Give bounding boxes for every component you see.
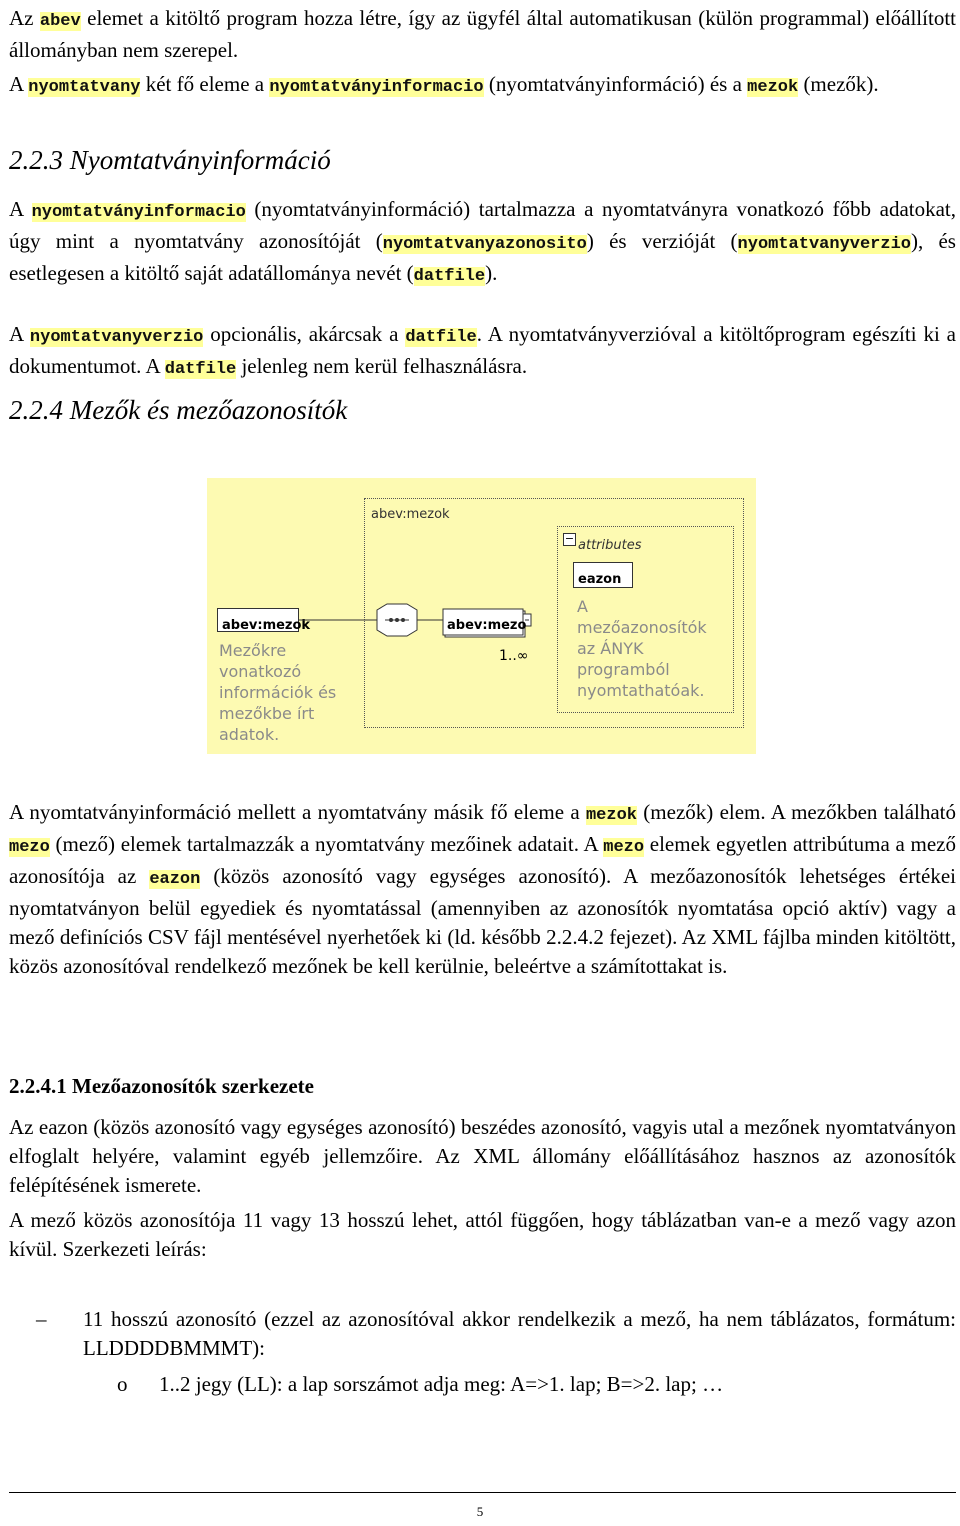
text: opcionális, akárcsak a bbox=[203, 322, 406, 346]
paragraph-eazon: Az eazon (közös azonosító vagy egységes azonosító) beszédes azonosító, vagyis utal a mezőnek nyomtatványon elfoglalt helyére, valamint egyéb jellemzőire. Az XML állomány előállításához hasznos az azonosítók felépítésének ismerete. bbox=[9, 1115, 956, 1197]
text: A bbox=[9, 197, 32, 221]
collapse-icon: − bbox=[564, 532, 575, 545]
sub-list-item-ll: 1..2 jegy (LL): a lap sorszámot adja meg: A=>1. lap; B=>2. lap; … bbox=[159, 1372, 724, 1396]
code-nyomtatvanyverzio: nyomtatvanyverzio bbox=[737, 235, 911, 254]
code-mezok: mezok bbox=[585, 806, 637, 825]
attributes-label: attributes bbox=[578, 538, 642, 553]
text: elemek egyetlen attribútuma a mező azonosítója az bbox=[9, 832, 956, 888]
list-bullet-marker: o bbox=[117, 1372, 128, 1396]
text: jelenleg nem kerül felhasználásra. bbox=[236, 354, 528, 378]
schema-diagram bbox=[207, 478, 756, 754]
mezo-element-node: abev:mezo bbox=[447, 618, 527, 633]
paragraph-szerkezet: A mező közös azonosítója 11 vagy 13 hosszú lehet, attól függően, hogy táblázatban van-e a mező vagy azon kívül. Szerkezeti leírás: bbox=[9, 1208, 956, 1261]
code-datfile: datfile bbox=[413, 267, 486, 286]
list-item-11-hosszu: 11 hosszú azonosító (ezzel az azonosítóval akkor rendelkezik a mező, ha nem táblázatos, formátum: LLDDDDBMMMT): bbox=[83, 1307, 956, 1360]
text: (mezők) elem. A mezőkben található bbox=[636, 800, 957, 824]
code-abev: abev bbox=[39, 12, 81, 31]
paragraph-abev bbox=[9, 4, 956, 65]
multiplicity-label: 1..∞ bbox=[499, 648, 529, 664]
code-datfile: datfile bbox=[164, 360, 237, 379]
paragraph-nyomtatvany bbox=[9, 70, 956, 102]
text: Az bbox=[9, 6, 40, 30]
page-number: 5 bbox=[476, 1504, 484, 1519]
diagram-outer-title: abev:mezok bbox=[371, 507, 450, 522]
text: elemet a kitöltő program hozza létre, így az ügyfél által automatikusan (külön programmal) előállított állományban nem szerepel. bbox=[9, 6, 956, 62]
text: (mezők). bbox=[798, 72, 879, 96]
text: két fő eleme a bbox=[140, 72, 270, 96]
code-datfile: datfile bbox=[405, 328, 477, 347]
code-nyomtatvanyinformacio: nyomtatványinformacio bbox=[269, 78, 484, 97]
code-nyomtatvanyinformacio: nyomtatványinformacio bbox=[31, 203, 246, 222]
eazon-attribute-node: eazon bbox=[573, 562, 633, 588]
eazon-description: A mezőazonosítók az ÁNYK programból nyomtathatóak. bbox=[577, 597, 707, 700]
text: (mező) elemek tartalmazzák a nyomtatvány mezőinek adatait. A bbox=[49, 832, 604, 856]
section-heading-2-2-4-1: 2.2.4.1 Mezőazonosítók szerkezete bbox=[9, 1074, 314, 1098]
text: A nyomtatványinformáció mellett a nyomtatvány másik fő eleme a bbox=[9, 800, 586, 824]
text: ) és verzióját ( bbox=[586, 229, 738, 253]
code-mezok: mezok bbox=[747, 78, 799, 97]
code-nyomtatvany: nyomtatvany bbox=[28, 78, 141, 97]
code-nyomtatvanyverzio: nyomtatvanyverzio bbox=[29, 328, 204, 347]
mezok-element-node: abev:mezok bbox=[217, 608, 299, 632]
code-mezo: mezo bbox=[603, 838, 645, 857]
text: ), és esetlegesen a kitöltő saját adatállománya nevét ( bbox=[9, 229, 956, 285]
list-dash-marker: – bbox=[36, 1307, 47, 1331]
text: (közös azonosító vagy egységes azonosító). A mezőazonosítók lehetséges értékei nyomtatványon belül egyediek és nyomtatással (amennyiben az azonosítók nyomtatása opció aktív) vagy a mező definíciós CSV fájl mentésével nyerhetőek ki (ld. később 2.2.4.2 fejezet). Az XML fájlba minden kitöltött, közös azonosítóval rendelkező mezőnek be kell kerülnie, beleértve a számítottakat is. bbox=[9, 864, 956, 978]
footer-divider bbox=[9, 1492, 956, 1493]
text: ). bbox=[485, 261, 498, 285]
paragraph-mezok bbox=[9, 798, 956, 981]
mezok-description: Mezőkre vonatkozó információk és mezőkbe írt adatok. bbox=[219, 641, 337, 744]
text: . A nyomtatványverzióval a kitöltőprogram egészíti ki a dokumentumot. A bbox=[9, 322, 957, 378]
paragraph-verzio bbox=[9, 320, 956, 384]
paragraph-nyomtatvanyinformacio bbox=[9, 195, 956, 291]
text: A bbox=[9, 322, 30, 346]
code-eazon: eazon bbox=[149, 870, 201, 889]
code-nyomtatvanyazonosito: nyomtatvanyazonosito bbox=[382, 235, 587, 254]
text: (nyomtatványinformáció) és a bbox=[483, 72, 748, 96]
section-heading-2-2-4: 2.2.4 Mezők és mezőazonosítók bbox=[9, 395, 348, 425]
code-mezo: mezo bbox=[9, 838, 50, 857]
text: (nyomtatványinformáció) tartalmazza a nyomtatványra vonatkozó főbb adatokat, úgy mint a nyomtatvány azonosítóját ( bbox=[9, 197, 956, 253]
text: A bbox=[9, 72, 29, 96]
section-heading-2-2-3: 2.2.3 Nyomtatványinformáció bbox=[9, 145, 331, 175]
